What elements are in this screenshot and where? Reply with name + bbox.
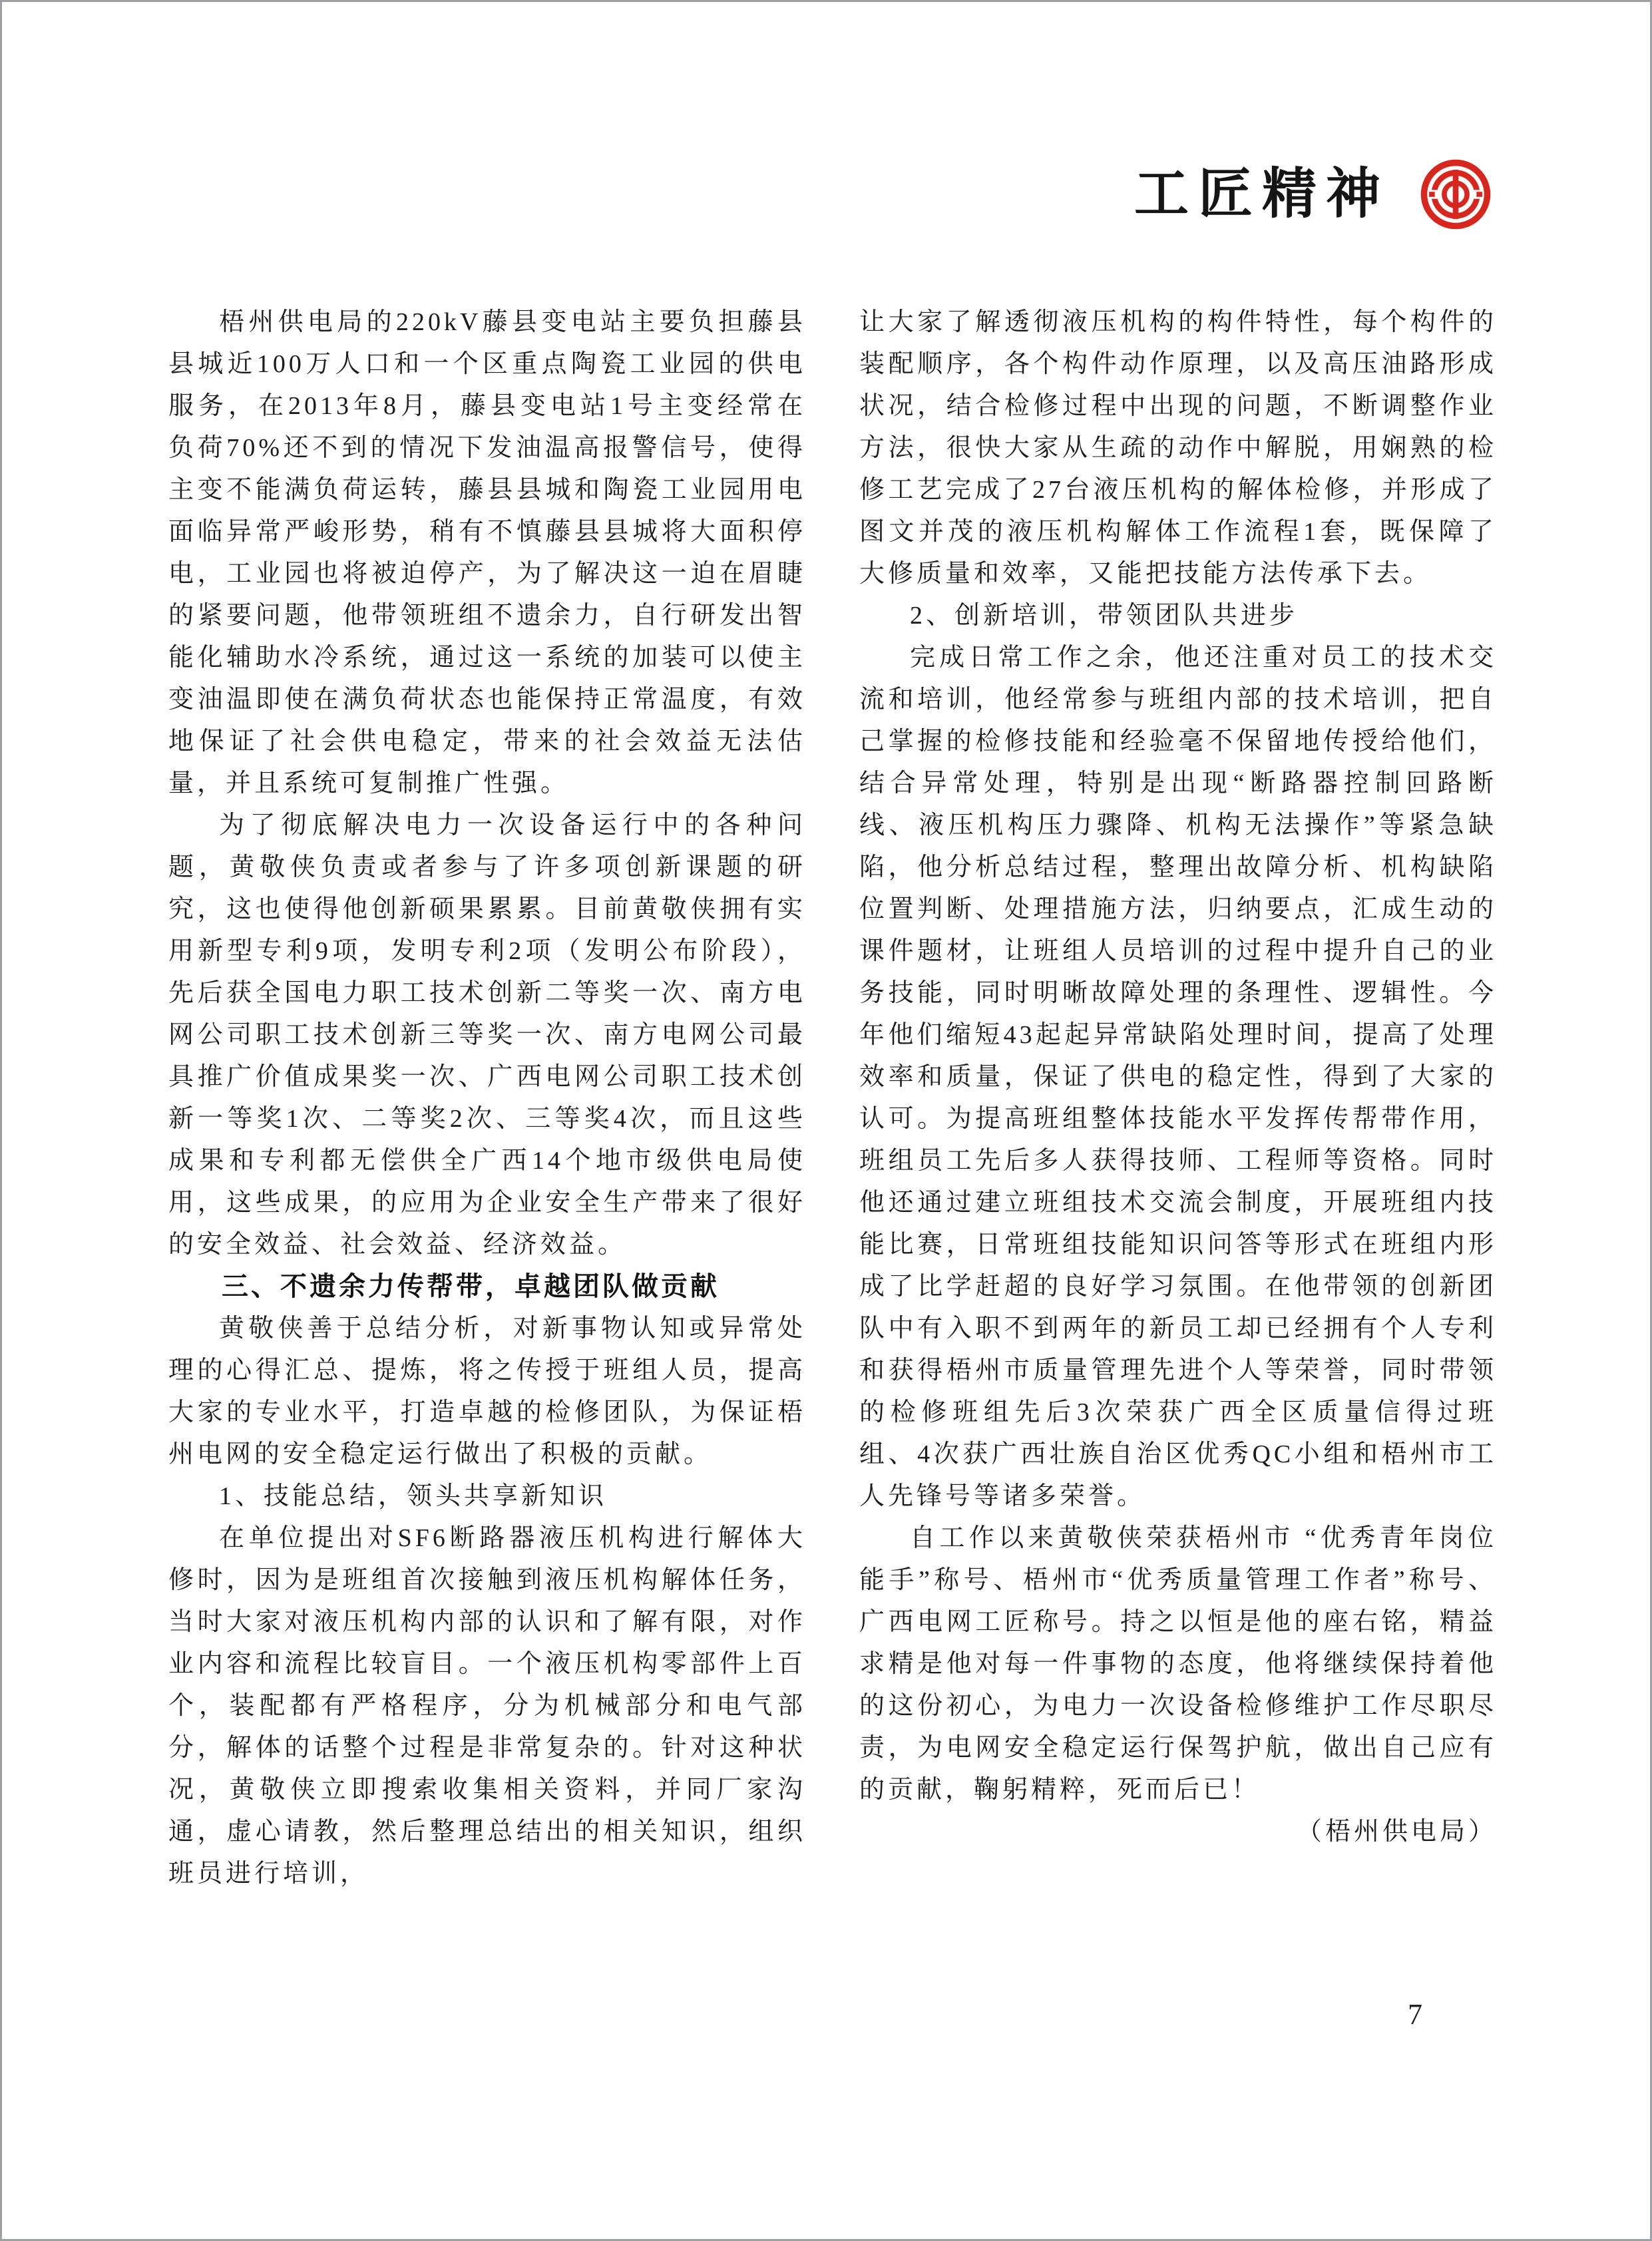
- paragraph: 黄敬侠善于总结分析，对新事物认知或异常处理的心得汇总、提炼，将之传授于班组人员，提高大家的专业水平，打造卓越的检修团队，为保证梧州电网的安全稳定运行做出了积极的贡献。: [168, 1315, 806, 1468]
- paragraph: 为了彻底解决电力一次设备运行中的各种问题，黄敬侠负责或者参与了许多项创新课题的研究，这也使得他创新硕果累累。目前黄敬侠拥有实用新型专利9项，发明专利2项（发明公布阶段），先后获全国电力职工技术创新二等奖一次、南方电网公司职工技术创新三等奖一次、南方电网公司最具推广价值成果奖一次、广西电网公司职工技术创新一等奖1次、二等奖2次、三等奖4次，而且这些成果和专利都无偿供全广西14个地市级供电局使用，这些成果，的应用为企业安全生产带来了很好的安全效益、社会效益、经济效益。: [168, 811, 806, 1259]
- paragraph: 自工作以来黄敬侠荣获梧州市 “优秀青年岗位能手”称号、梧州市“优秀质量管理工作者”称号、广西电网工匠称号。持之以恒是他的座右铭，精益求精是他对每一件事物的态度，他将继续保持着他的这份初心，为电力一次设备检修维护工作尽职尽责，为电网安全稳定运行保驾护航，做出自己应有的贡献，鞠躬精粹，死而后已！: [859, 1524, 1497, 1804]
- left-column: [168, 302, 806, 1895]
- page-title: 工匠精神: [1134, 164, 1390, 224]
- page-header: [1134, 156, 1494, 232]
- paragraph-continuation: 让大家了解透彻液压机构的构件特性，每个构件的装配顺序，各个构件动作原理，以及高压油路形成状况，结合检修过程中出现的问题，不断调整作业方法，很快大家从生疏的动作中解脱，用娴熟的检修工艺完成了27台液压机构的解体检修，并形成了图文并茂的液压机构解体工作流程1套，既保障了大修质量和效率，又能把技能方法传承下去。: [859, 308, 1497, 588]
- paragraph: 在单位提出对SF6断路器液压机构进行解体大修时，因为是班组首次接触到液压机构解体任务，当时大家对液压机构内部的认识和了解有限，对作业内容和流程比较盲目。一个液压机构零部件上百个，装配都有严格程序，分为机械部分和电气部分，解体的话整个过程是非常复杂的。针对这种状况，黄敬侠立即搜索收集相关资料，并同厂家沟通，虚心请教，然后整理总结出的相关知识，组织班员进行培训，: [168, 1524, 806, 1888]
- paragraph: 梧州供电局的220kV藤县变电站主要负担藤县县城近100万人口和一个区重点陶瓷工业园的供电服务，在2013年8月，藤县变电站1号主变经常在负荷70%还不到的情况下发油温高报警信号，使得主变不能满负荷运转，藤县县城和陶瓷工业园用电面临异常严峻形势，稍有不慎藤县县城将大面积停电，工业园也将被迫停产，为了解决这一迫在眉睫的紧要问题，他带领班组不遗余力，自行研发出智能化辅助水冷系统，通过这一系统的加装可以使主变油温即使在满负荷状态也能保持正常温度，有效地保证了社会供电稳定，带来的社会效益无法估量，并且系统可复制推广性强。: [168, 308, 806, 797]
- paragraph: 完成日常工作之余，他还注重对员工的技术交流和培训，他经常参与班组内部的技术培训，把自己掌握的检修技能和经验毫不保留地传授给他们，结合异常处理，特别是出现“断路器控制回路断线、液压机构压力骤降、机构无法操作”等紧急缺陷，他分析总结过程，整理出故障分析、机构缺陷位置判断、处理措施方法，归纳要点，汇成生动的课件题材，让班组人员培训的过程中提升自己的业务技能，同时明晰故障处理的条理性、逻辑性。今年他们缩短43起起异常缺陷处理时间，提高了处理效率和质量，保证了供电的稳定性，得到了大家的认可。为提高班组整体技能水平发挥传帮带作用，班组员工先后多人获得技师、工程师等资格。同时他还通过建立班组技术交流会制度，开展班组内技能比赛，日常班组技能知识问答等形式在班组内形成了比学赶超的良好学习氛围。在他带领的创新团队中有入职不到两年的新员工却已经拥有个人专利和获得梧州市质量管理先进个人等荣誉，同时带领的检修班组先后3次荣获广西全区质量信得过班组、4次获广西壮族自治区优秀QC小组和梧州市工人先锋号等诸多荣誉。: [859, 644, 1497, 1510]
- attribution: （梧州供电局）: [1296, 1818, 1497, 1846]
- section-heading: 三、不遗余力传帮带，卓越团队做贡献: [222, 1272, 720, 1301]
- sub-heading: 1、技能总结，领头共享新知识: [219, 1482, 608, 1510]
- page-number: 7: [1408, 1998, 1422, 2031]
- sub-heading: 2、创新培训，带领团队共进步: [910, 602, 1299, 630]
- right-column: [859, 302, 1497, 1853]
- trade-union-logo-icon: [1418, 156, 1494, 232]
